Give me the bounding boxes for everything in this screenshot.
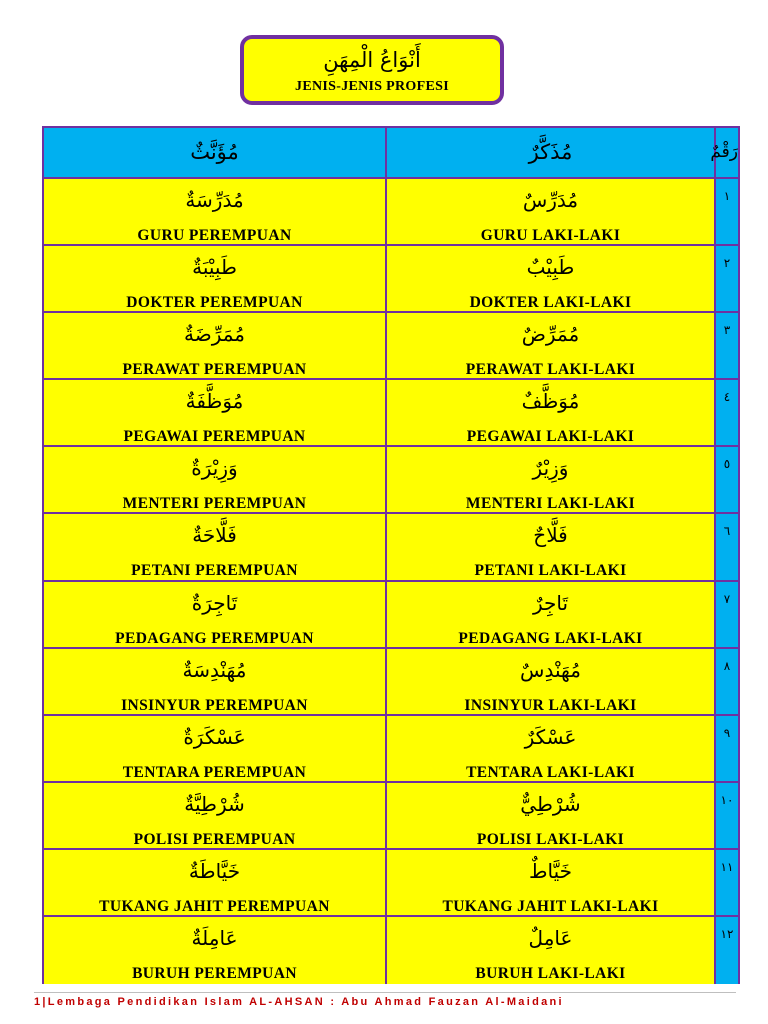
masculine-latin: PEGAWAI LAKI-LAKI (466, 428, 635, 446)
masculine-latin: DOKTER LAKI-LAKI (469, 294, 632, 312)
masculine-arabic: عَامِلٌ (528, 926, 573, 951)
number-cell (716, 380, 738, 447)
number-cell (716, 716, 738, 783)
number-cell (716, 850, 738, 917)
masculine-cell (387, 850, 716, 917)
masculine-cell (387, 514, 716, 581)
feminine-cell (44, 246, 387, 313)
feminine-latin: PERAWAT PEREMPUAN (122, 361, 307, 379)
header-feminine: مُؤَنَّثٌ (44, 128, 387, 179)
feminine-arabic: مُمَرِّضَةٌ (183, 322, 245, 347)
feminine-arabic: مُدَرِّسَةٌ (185, 188, 244, 212)
row-number: ٦ (723, 524, 731, 539)
title-box (240, 35, 504, 105)
feminine-arabic: تَاجِرَةٌ (191, 590, 238, 615)
feminine-latin: MENTERI PEREMPUAN (122, 495, 307, 513)
feminine-latin: PETANI PEREMPUAN (131, 562, 298, 580)
masculine-cell (387, 313, 716, 380)
number-cell (716, 179, 738, 246)
row-number: ٨ (723, 658, 731, 673)
masculine-cell (387, 917, 716, 984)
feminine-cell (44, 313, 387, 380)
profession-table (42, 126, 740, 984)
feminine-latin: PEGAWAI PEREMPUAN (123, 428, 306, 446)
title-arabic: أَنْوَاعُ الْمِهَنِ (323, 48, 421, 72)
feminine-latin: DOKTER PEREMPUAN (126, 294, 303, 312)
feminine-arabic: مُهَنْدِسَةٌ (182, 657, 247, 682)
feminine-arabic: خَيَّاطَةٌ (188, 858, 241, 883)
number-cell (716, 582, 738, 649)
masculine-cell (387, 649, 716, 716)
header-number: رَقْمٌ (716, 128, 738, 179)
feminine-cell (44, 917, 387, 984)
masculine-latin: TENTARA LAKI-LAKI (466, 763, 635, 781)
title-latin: JENIS-JENIS PROFESI (295, 79, 449, 94)
feminine-cell (44, 380, 387, 447)
masculine-cell (387, 716, 716, 783)
row-number: ١٢ (720, 927, 734, 942)
feminine-arabic: وَزِيْرَةٌ (191, 456, 238, 481)
masculine-arabic: وَزِيْرٌ (532, 456, 569, 481)
masculine-latin: PETANI LAKI-LAKI (474, 562, 627, 580)
masculine-arabic: خَيَّاطٌ (529, 858, 572, 883)
footer-divider (34, 992, 736, 993)
feminine-cell (44, 179, 387, 246)
masculine-latin: BURUH LAKI-LAKI (475, 965, 626, 983)
masculine-latin: POLISI LAKI-LAKI (476, 830, 625, 848)
masculine-cell (387, 582, 716, 649)
masculine-arabic: مُدَرِّسٌ (522, 188, 579, 212)
masculine-latin: TUKANG JAHIT LAKI-LAKI (442, 897, 659, 915)
feminine-arabic: عَسْكَرَةٌ (183, 724, 246, 749)
feminine-arabic: فَلَّاحَةٌ (192, 523, 237, 548)
masculine-latin: GURU LAKI-LAKI (480, 227, 621, 244)
row-number: ٩ (723, 725, 731, 740)
masculine-cell (387, 783, 716, 850)
masculine-arabic: شُرْطِيٌّ (520, 791, 581, 816)
masculine-cell (387, 246, 716, 313)
row-number: ٤ (723, 390, 731, 405)
feminine-cell (44, 447, 387, 514)
feminine-latin: POLISI PEREMPUAN (133, 830, 296, 848)
masculine-arabic: مُمَرِّضٌ (521, 322, 580, 347)
feminine-latin: PEDAGANG PEREMPUAN (115, 629, 314, 647)
number-cell (716, 514, 738, 581)
masculine-cell (387, 447, 716, 514)
masculine-arabic: مُوَظَّفٌ (521, 389, 580, 414)
masculine-latin: PEDAGANG LAKI-LAKI (458, 629, 643, 647)
feminine-latin: TUKANG JAHIT PEREMPUAN (99, 897, 330, 915)
row-number: ١١ (720, 859, 734, 874)
feminine-arabic: مُوَظَّفَةٌ (185, 389, 244, 414)
masculine-cell (387, 179, 716, 246)
feminine-latin: INSINYUR PEREMPUAN (121, 696, 308, 714)
row-number: ١ (723, 189, 731, 203)
masculine-latin: INSINYUR LAKI-LAKI (464, 696, 637, 714)
masculine-arabic: طَبِيْبٌ (526, 255, 575, 280)
page-footer: 1|Lembaga Pendidikan Islam AL-AHSAN : Abu Ahmad Fauzan Al-Maidani (34, 996, 564, 1008)
feminine-arabic: طَبِيْبَةٌ (192, 255, 237, 280)
feminine-cell (44, 582, 387, 649)
row-number: ٧ (723, 591, 731, 606)
number-cell (716, 313, 738, 380)
feminine-cell (44, 716, 387, 783)
masculine-arabic: فَلَّاحٌ (533, 523, 568, 548)
row-number: ٢ (723, 256, 731, 271)
feminine-arabic: شُرْطِيَّةٌ (184, 791, 245, 816)
number-cell (716, 783, 738, 850)
number-cell (716, 246, 738, 313)
masculine-latin: MENTERI LAKI-LAKI (465, 495, 636, 513)
feminine-latin: TENTARA PEREMPUAN (122, 763, 307, 781)
feminine-cell (44, 514, 387, 581)
number-cell (716, 447, 738, 514)
masculine-arabic: تَاجِرٌ (532, 590, 569, 615)
row-number: ٣ (723, 323, 731, 338)
feminine-latin: GURU PEREMPUAN (137, 227, 292, 244)
feminine-cell (44, 649, 387, 716)
masculine-cell (387, 380, 716, 447)
number-cell (716, 649, 738, 716)
masculine-latin: PERAWAT LAKI-LAKI (465, 361, 636, 379)
feminine-arabic: عَامِلَةٌ (191, 926, 238, 951)
masculine-arabic: عَسْكَرٌ (524, 724, 577, 749)
row-number: ١٠ (720, 792, 734, 807)
header-masculine: مُذَكَّرٌ (387, 128, 716, 179)
row-number: ٥ (723, 457, 731, 472)
feminine-latin: BURUH PEREMPUAN (132, 965, 297, 983)
masculine-arabic: مُهَنْدِسٌ (520, 657, 581, 682)
feminine-cell (44, 850, 387, 917)
number-cell (716, 917, 738, 984)
feminine-cell (44, 783, 387, 850)
